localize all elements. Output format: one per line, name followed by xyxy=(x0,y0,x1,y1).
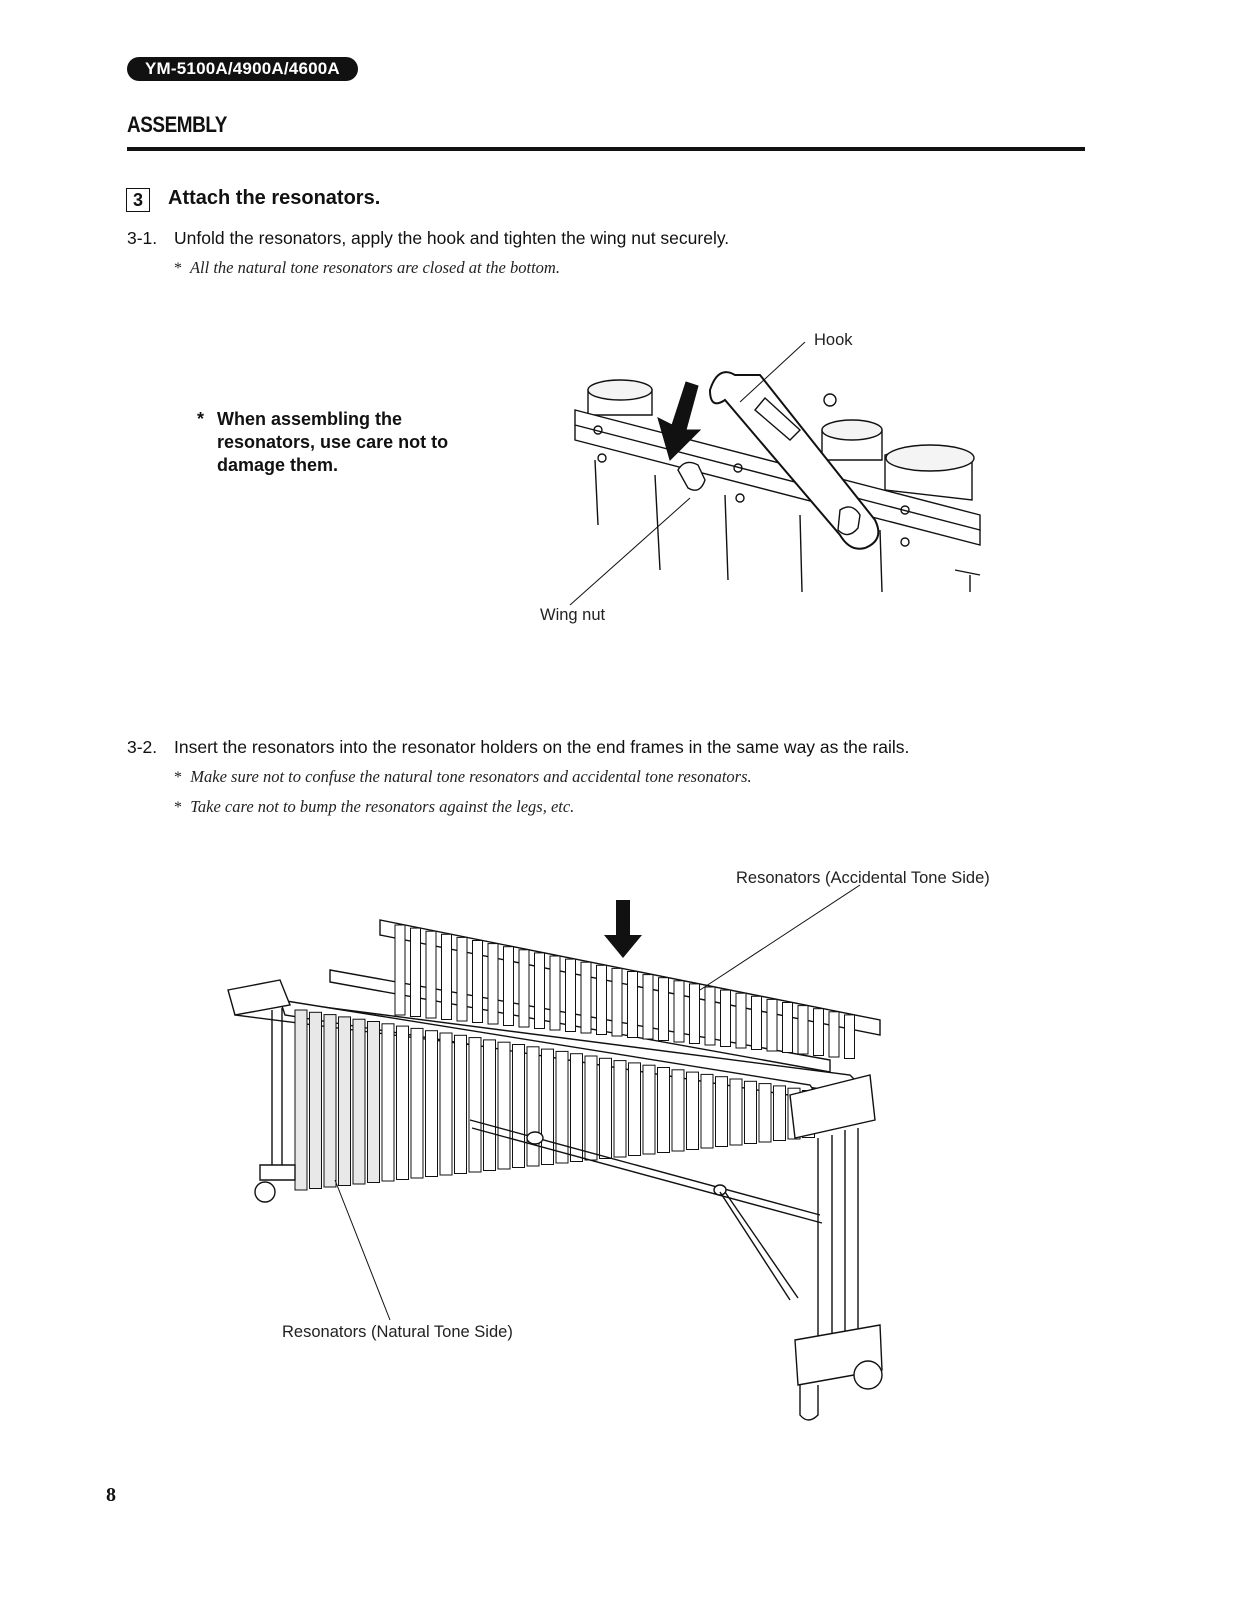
substep-3-2-number: 3-2. xyxy=(127,737,158,757)
left-leg xyxy=(272,1008,282,1165)
accidental-resonator-tube xyxy=(504,947,514,1026)
accidental-resonator-tube xyxy=(628,972,638,1038)
accidental-resonator-tube xyxy=(845,1015,855,1059)
figure-marimba-resonators xyxy=(220,880,920,1440)
note-text: Take care not to bump the resonators against the legs, etc. xyxy=(190,797,575,816)
accidental-resonator-tube xyxy=(566,959,576,1031)
label-resonators-natural: Resonators (Natural Tone Side) xyxy=(282,1323,513,1341)
natural-resonator-tube xyxy=(527,1047,539,1166)
natural-resonator-tube xyxy=(397,1026,409,1179)
substep-3-2-text: Insert the resonators into the resonator holders on the end frames in the same way as the rails. xyxy=(174,737,910,757)
accidental-resonator-tube xyxy=(395,925,405,1015)
caution-marker: * xyxy=(197,409,205,429)
accidental-resonator-tube xyxy=(659,978,669,1041)
accidental-resonator-tube xyxy=(442,934,452,1019)
step-title: Attach the resonators. xyxy=(168,187,381,209)
natural-resonator-tube xyxy=(730,1079,742,1145)
natural-resonator-tube xyxy=(571,1054,583,1162)
caster xyxy=(800,1385,818,1420)
caution-note xyxy=(197,408,497,477)
natural-resonator-tube xyxy=(382,1024,394,1181)
substep-3-2-note-2 xyxy=(174,797,574,817)
accidental-resonator-tube xyxy=(457,937,467,1021)
insert-arrow xyxy=(604,900,642,958)
step-number-box: 3 xyxy=(126,188,150,212)
natural-resonator-tube xyxy=(658,1068,670,1153)
figure-hook-wing-nut xyxy=(560,330,990,630)
accidental-resonator-tube xyxy=(519,950,529,1027)
note-marker: * xyxy=(174,260,182,277)
natural-resonator-tube xyxy=(484,1040,496,1171)
accidental-resonator-tube xyxy=(736,993,746,1048)
wing-nut xyxy=(678,462,705,490)
natural-resonator-tube xyxy=(701,1074,713,1148)
note-text: All the natural tone resonators are closed at the bottom. xyxy=(189,258,560,277)
natural-resonator-tube xyxy=(411,1028,423,1178)
substep-3-1-text: Unfold the resonators, apply the hook and tighten the wing nut securely. xyxy=(174,228,730,248)
substep-3-2-note-1 xyxy=(174,767,752,787)
accidental-resonator-tube xyxy=(783,1003,793,1053)
natural-resonator-tube xyxy=(426,1031,438,1177)
substep-3-1-number: 3-1. xyxy=(127,228,158,248)
natural-resonator-tube xyxy=(353,1019,365,1184)
accidental-resonator-tube xyxy=(752,996,762,1049)
section-title: ASSEMBLY xyxy=(127,112,227,137)
natural-resonator-tube xyxy=(310,1012,322,1188)
note-marker: * xyxy=(174,769,182,786)
accidental-resonator-tube xyxy=(829,1012,839,1057)
natural-resonator-tube xyxy=(600,1058,612,1158)
natural-resonator-tube xyxy=(745,1081,757,1143)
note-marker: * xyxy=(174,799,182,816)
accidental-resonator-tube xyxy=(581,962,591,1033)
substep-3-1-note xyxy=(174,258,560,278)
note-text: Make sure not to confuse the natural tone resonators and accidental tone resonators. xyxy=(190,767,752,786)
right-leg xyxy=(818,1128,858,1340)
natural-resonator-tube xyxy=(614,1061,626,1157)
natural-resonator-tube xyxy=(368,1022,380,1183)
accidental-resonator-tube xyxy=(690,984,700,1044)
caution-text: When assembling the resonators, use care not to damage them. xyxy=(217,409,449,475)
natural-resonator-tube xyxy=(672,1070,684,1151)
natural-resonator-tube xyxy=(469,1038,481,1172)
natural-resonator-tube xyxy=(498,1042,510,1169)
page-number: 8 xyxy=(106,1484,116,1506)
accidental-resonator-tube xyxy=(674,981,684,1042)
natural-resonator-tube xyxy=(513,1045,525,1168)
natural-resonator-tube xyxy=(295,1010,307,1190)
natural-resonator-tube xyxy=(629,1063,641,1156)
accidental-resonator-tube xyxy=(488,944,498,1024)
label-wing-nut: Wing nut xyxy=(540,606,606,624)
accidental-resonator-tube xyxy=(535,953,545,1029)
accidental-resonator-tube xyxy=(643,975,653,1039)
natural-resonator-tube xyxy=(440,1033,452,1175)
label-hook: Hook xyxy=(814,331,853,349)
accidental-resonator-tube xyxy=(473,941,483,1023)
natural-resonator-tube xyxy=(339,1017,351,1186)
accidental-resonator-tube xyxy=(612,968,622,1036)
accidental-resonator-tube xyxy=(597,965,607,1034)
wing-nut xyxy=(838,507,860,535)
natural-resonator-tube xyxy=(324,1015,336,1187)
accidental-resonator-tube xyxy=(814,1009,824,1056)
accidental-resonator-tube xyxy=(705,987,715,1045)
accidental-resonator-tube xyxy=(721,990,731,1046)
natural-resonator-tube xyxy=(716,1077,728,1147)
caster xyxy=(854,1361,882,1389)
natural-resonator-tube xyxy=(759,1084,771,1142)
accidental-resonator-tube xyxy=(426,931,436,1018)
accidental-resonator-tube xyxy=(550,956,560,1030)
accidental-resonator-tube xyxy=(798,1006,808,1054)
natural-resonator-tube xyxy=(643,1065,655,1154)
caster xyxy=(255,1182,275,1202)
natural-resonator-tube xyxy=(455,1035,467,1173)
model-badge: YM-5100A/4900A/4600A xyxy=(127,57,358,81)
header-rule xyxy=(127,147,1085,151)
accidental-resonator-tube xyxy=(411,928,421,1016)
natural-resonator-tube xyxy=(585,1056,597,1160)
accidental-resonator-tube xyxy=(767,999,777,1051)
label-resonators-accidental: Resonators (Accidental Tone Side) xyxy=(736,869,990,887)
natural-resonator-tube xyxy=(774,1086,786,1141)
natural-resonator-tube xyxy=(687,1072,699,1149)
